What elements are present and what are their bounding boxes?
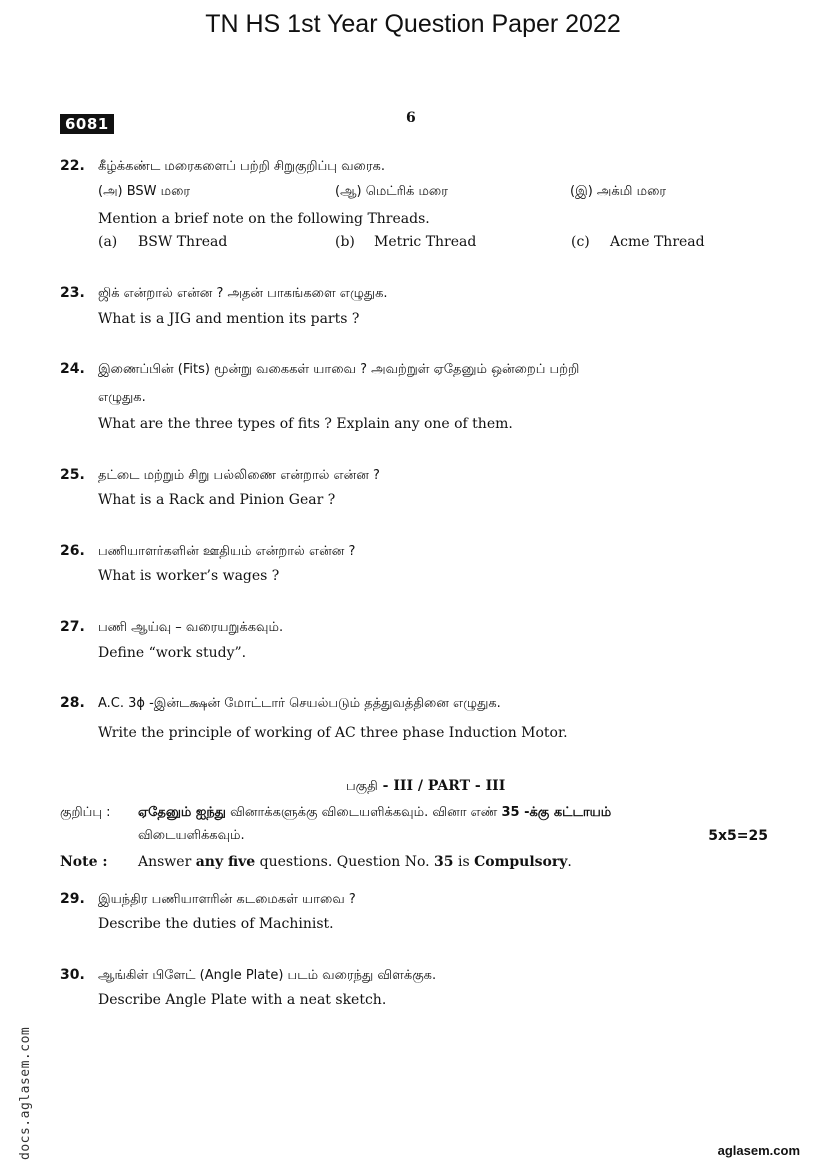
note-english-text: . bbox=[567, 854, 572, 870]
watermark-vertical: docs.aglasem.com bbox=[18, 1026, 33, 1160]
note-tamil bbox=[138, 804, 611, 822]
note-english-text: questions. Question No. bbox=[255, 854, 435, 870]
question-english: Write the principle of working of AC three phase Induction Motor. bbox=[98, 725, 568, 741]
question-number: 25. bbox=[60, 467, 85, 483]
option-tamil-a: (அ) BSW மரை bbox=[98, 184, 191, 199]
question-tamil: இணைப்பின் (Fits) மூன்று வகைகள் யாவை ? அவற்றுள் ஏதேனும் ஒன்றைப் பற்றி bbox=[98, 362, 580, 377]
option-tamil-b: (ஆ) மெட்ரிக் மரை bbox=[335, 184, 448, 199]
question-number: 30. bbox=[60, 967, 85, 983]
page-number: 6 bbox=[406, 110, 416, 126]
option-tamil-c: (இ) அக்மி மரை bbox=[570, 184, 667, 199]
question-tamil: ஜிக் என்றால் என்ன ? அதன் பாகங்களை எழுதுக. bbox=[98, 286, 388, 301]
question-english: Mention a brief note on the following Threads. bbox=[98, 211, 430, 227]
question-number: 24. bbox=[60, 361, 85, 377]
note-english-label: Note : bbox=[60, 854, 108, 870]
note-tamil-label: குறிப்பு : bbox=[60, 805, 111, 820]
note-english-text: Answer bbox=[138, 854, 196, 870]
note-tamil-line2: விடையளிக்கவும். bbox=[138, 828, 245, 843]
question-tamil: கீழ்க்கண்ட மரைகளைப் பற்றி சிறுகுறிப்பு வரைக. bbox=[98, 159, 385, 174]
question-tamil-line2: எழுதுக. bbox=[98, 390, 146, 405]
question-tamil: பணியாளர்களின் ஊதியம் என்றால் என்ன ? bbox=[98, 544, 356, 559]
option-label-b: (b) bbox=[335, 234, 355, 250]
question-english: Describe the duties of Machinist. bbox=[98, 916, 334, 932]
note-english-bold: any five bbox=[195, 854, 256, 870]
question-number: 27. bbox=[60, 619, 85, 635]
note-english-bold: 35 bbox=[434, 854, 454, 870]
note-english bbox=[138, 853, 572, 871]
note-english-text: is bbox=[453, 854, 475, 870]
question-tamil: ஆங்கிள் பிளேட் (Angle Plate) படம் வரைந்து விளக்குக. bbox=[98, 968, 437, 983]
part-heading-tamil: பகுதி bbox=[346, 779, 378, 794]
question-english: What is a Rack and Pinion Gear ? bbox=[98, 492, 336, 508]
question-number: 26. bbox=[60, 543, 85, 559]
question-tamil: பணி ஆய்வு – வரையறுக்கவும். bbox=[98, 620, 284, 635]
option-english-a: BSW Thread bbox=[138, 234, 228, 250]
question-tamil: A.C. 3ϕ -இன்டக்ஷன் மோட்டார் செயல்படும் தத்துவத்தினை எழுதுக. bbox=[98, 696, 501, 711]
question-english: What is a JIG and mention its parts ? bbox=[98, 311, 360, 327]
note-tamil-bold: 35 -க்கு கட்டாயம் bbox=[501, 805, 612, 820]
part-heading-english: - III / PART - III bbox=[377, 778, 506, 794]
option-english-c: Acme Thread bbox=[610, 234, 705, 250]
question-number: 23. bbox=[60, 285, 85, 301]
question-number: 29. bbox=[60, 891, 85, 907]
option-english-b: Metric Thread bbox=[374, 234, 477, 250]
footer-site: aglasem.com bbox=[717, 1143, 800, 1158]
note-tamil-text: வினாக்களுக்கு விடையளிக்கவும். வினா எண் bbox=[225, 805, 502, 820]
question-tamil: இயந்திர பணியாளரின் கடமைகள் யாவை ? bbox=[98, 892, 356, 907]
question-english: Define “work study”. bbox=[98, 645, 247, 661]
question-number: 22. bbox=[60, 158, 85, 174]
note-english-bold: Compulsory bbox=[474, 854, 568, 870]
marks-scheme: 5x5=25 bbox=[708, 828, 768, 844]
option-label-a: (a) bbox=[98, 234, 118, 250]
paper-code: 6081 bbox=[60, 114, 114, 134]
page-banner-title: TN HS 1st Year Question Paper 2022 bbox=[205, 10, 621, 38]
part-heading bbox=[346, 777, 505, 796]
question-tamil: தட்டை மற்றும் சிறு பல்லிணை என்றால் என்ன ? bbox=[98, 468, 380, 483]
option-label-c: (c) bbox=[571, 234, 590, 250]
question-english: Describe Angle Plate with a neat sketch. bbox=[98, 992, 387, 1008]
question-english: What is worker’s wages ? bbox=[98, 568, 280, 584]
question-english: What are the three types of fits ? Explain any one of them. bbox=[98, 416, 513, 432]
note-tamil-bold: ஏதேனும் ஐந்து bbox=[138, 805, 226, 820]
question-number: 28. bbox=[60, 695, 85, 711]
